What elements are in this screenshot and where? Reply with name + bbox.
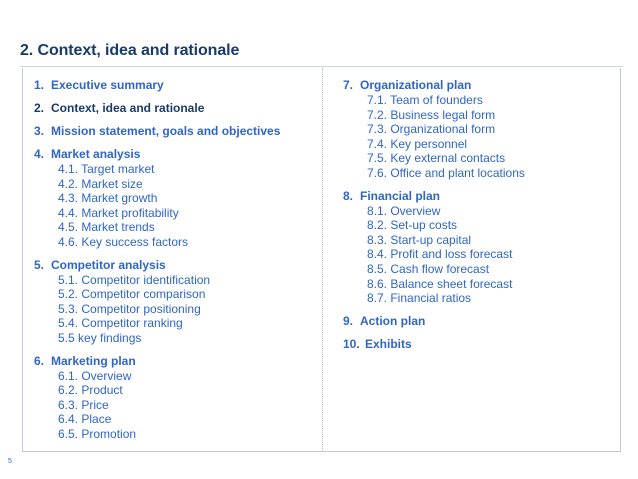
toc-subsection-item[interactable]: 8.5. Cash flow forecast: [367, 261, 490, 276]
toc-left-column: [34, 78, 280, 442]
toc-subsection-item[interactable]: 6.1. Overview: [58, 368, 132, 383]
toc-section-number: 9.: [343, 313, 354, 328]
toc-section-label: Marketing plan: [51, 353, 136, 368]
toc-section-label: Exhibits: [365, 336, 412, 351]
toc-subsection-item[interactable]: 6.2. Product: [58, 383, 123, 398]
toc-subsection-item[interactable]: 8.3. Start-up capital: [367, 232, 472, 247]
toc-section-exhibits[interactable]: [343, 337, 525, 352]
toc-section-market-analysis[interactable]: [34, 147, 280, 162]
toc-section-number: 6.: [34, 353, 45, 368]
slide-title: 2. Context, idea and rationale: [20, 42, 240, 59]
toc-subsection-item[interactable]: 8.2. Set-up costs: [367, 218, 458, 233]
toc-section-number: 5.: [34, 257, 45, 272]
toc-section-mission-statement-goals-and-objectives[interactable]: [34, 124, 280, 139]
toc-section-organizational-plan[interactable]: [343, 78, 525, 93]
toc-subsection-item[interactable]: 7.1. Team of founders: [367, 93, 483, 107]
toc-section-label: Organizational plan: [360, 78, 472, 92]
toc-section-number: 4.: [34, 147, 45, 161]
toc-subsection-item[interactable]: 7.6. Office and plant locations: [367, 165, 525, 180]
toc-subsection-item[interactable]: 5.1. Competitor identification: [58, 272, 211, 287]
toc-section-label: Mission statement, goals and objectives: [51, 124, 281, 138]
toc-section-number: 3.: [34, 124, 45, 138]
toc-section-number: 10.: [343, 336, 360, 351]
toc-subsection-item[interactable]: 8.7. Financial ratios: [367, 291, 472, 306]
toc-subsection-item[interactable]: 4.3. Market growth: [58, 191, 158, 206]
toc-panel: [22, 68, 621, 452]
column-divider: [322, 68, 323, 451]
toc-section-label: Context, idea and rationale: [51, 101, 205, 115]
toc-section-number: 8.: [343, 188, 354, 203]
toc-subsection-item[interactable]: 4.5. Market trends: [58, 220, 155, 235]
toc-section-number: 7.: [343, 78, 354, 92]
toc-subsection-item[interactable]: 8.4. Profit and loss forecast: [367, 247, 513, 262]
toc-subsection-item[interactable]: 6.5. Promotion: [58, 426, 137, 441]
toc-subsection-item[interactable]: 8.1. Overview: [367, 203, 441, 218]
title-divider: [20, 66, 623, 67]
toc-section-number: 2.: [34, 101, 45, 115]
toc-section-label: Competitor analysis: [51, 257, 166, 272]
toc-subsection-item[interactable]: 7.3. Organizational form: [367, 122, 496, 137]
toc-subsection-item[interactable]: 4.6. Key success factors: [58, 234, 189, 249]
toc-subsection-item[interactable]: 7.4. Key personnel: [367, 136, 468, 151]
toc-section-label: Financial plan: [360, 188, 441, 203]
toc-subsection-item[interactable]: 7.2. Business legal form: [367, 107, 496, 122]
toc-section-competitor-analysis[interactable]: [34, 258, 280, 273]
toc-section-financial-plan[interactable]: [343, 189, 525, 204]
toc-section-label: Action plan: [360, 313, 426, 328]
toc-subsection-item[interactable]: 6.4. Place: [58, 412, 112, 427]
toc-subsection-item[interactable]: 5.4. Competitor ranking: [58, 316, 183, 331]
toc-section-context-idea-and-rationale[interactable]: [34, 101, 280, 116]
toc-right-column: [343, 78, 525, 352]
toc-subsection-item[interactable]: 5.2. Competitor comparison: [58, 287, 206, 302]
toc-subsection-item[interactable]: 4.2. Market size: [58, 176, 143, 191]
toc-section-label: Executive summary: [51, 78, 164, 92]
page-number: 5: [8, 458, 12, 465]
toc-subsection-item[interactable]: 7.5. Key external contacts: [367, 151, 506, 166]
toc-section-action-plan[interactable]: [343, 314, 525, 329]
toc-subsection-item[interactable]: 5.3. Competitor positioning: [58, 301, 201, 316]
toc-section-label: Market analysis: [51, 147, 141, 161]
toc-subsection-item[interactable]: 8.6. Balance sheet forecast: [367, 276, 513, 291]
toc-subsection-item[interactable]: 5.5 key findings: [58, 330, 142, 345]
toc-subsection-item[interactable]: 6.3. Price: [58, 397, 109, 412]
toc-section-marketing-plan[interactable]: [34, 354, 280, 369]
toc-subsection-item[interactable]: 4.4. Market profitability: [58, 205, 179, 220]
toc-subsection-item[interactable]: 4.1. Target market: [58, 162, 155, 176]
toc-section-number: 1.: [34, 78, 45, 92]
toc-section-executive-summary[interactable]: [34, 78, 280, 93]
